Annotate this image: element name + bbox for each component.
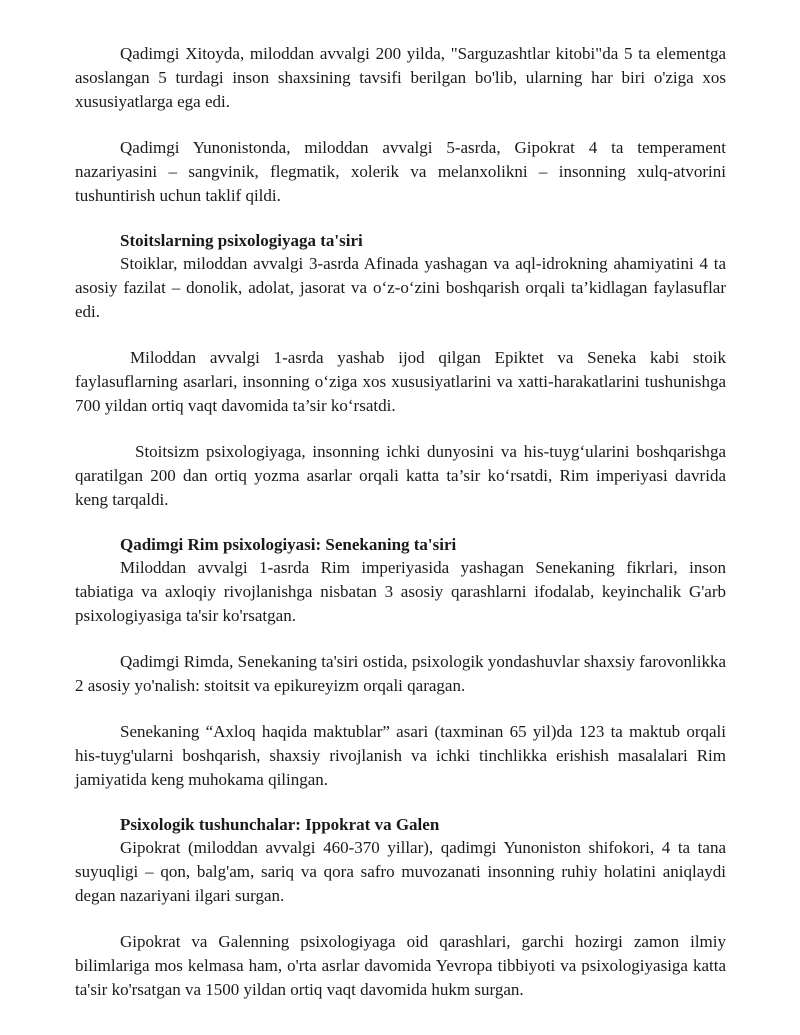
- paragraph-rome-2: Qadimgi Rimda, Senekaning ta'siri ostida, psixologik yondashuvlar shaxsiy farovonlikka 2 asosiy yo'nalish: stoitsit va epikureyizm orqali qaragan.: [75, 652, 726, 695]
- document-page: [75, 42, 726, 1002]
- paragraph-rome-1: Miloddan avvalgi 1-asrda Rim imperiyasida yashagan Senekaning fikrlari, inson tabiatiga va axloqiy rivojlanishga nisbatan 3 asosiy qarashlarni ifodalab, keyinchalik G'arb psixologiyasiga ta'sir ko'rsatgan.: [75, 558, 726, 625]
- paragraph-galen-2: Gipokrat va Galenning psixologiyaga oid qarashlari, garchi hozirgi zamon ilmiy bilimlariga mos kelmasa ham, o'rta asrlar davomida Yevropa tibbiyoti va psixologiyasiga katta ta'sir ko'rsatgan va 1500 yildan ortiq vaqt davomida hukm surgan.: [75, 932, 726, 999]
- heading-rome: Qadimgi Rim psixologiyasi: Senekaning ta'siri: [120, 535, 457, 554]
- paragraph-stoics-1: Stoiklar, miloddan avvalgi 3-asrda Afinada yashagan va aql-idrokning ahamiyatini 4 ta asosiy fazilat – donolik, adolat, jasorat va o‘z-o‘zini boshqarish orqali ta’kidlagan faylasuflar edi.: [75, 254, 726, 321]
- heading-stoics: Stoitslarning psixologiyaga ta'siri: [120, 231, 363, 250]
- paragraph-stoics-2: Miloddan avvalgi 1-asrda yashab ijod qilgan Epiktet va Seneka kabi stoik faylasuflarning asarlari, insonning o‘ziga xos xususiyatlarini va xatti-harakatlarini tushunishga 700 yildan ortiq vaqt davomida ta’sir ko‘rsatdi.: [75, 348, 726, 415]
- paragraph-china: Qadimgi Xitoyda, miloddan avvalgi 200 yilda, "Sarguzashtlar kitobi"da 5 ta elementga asoslangan 5 turdagi inson shaxsining tavsifi berilgan bo'lib, ularning har biri o'ziga xos xususiyatlarga ega edi.: [75, 44, 726, 111]
- paragraph-greece: Qadimgi Yunonistonda, miloddan avvalgi 5-asrda, Gipokrat 4 ta temperament nazariyasini – sangvinik, flegmatik, xolerik va melanxolikni – insonning xulq-atvorini tushuntirish uchun taklif qildi.: [75, 138, 726, 205]
- heading-galen: Psixologik tushunchalar: Ippokrat va Galen: [120, 815, 440, 834]
- paragraph-rome-3: Senekaning “Axloq haqida maktublar” asari (taxminan 65 yil)da 123 ta maktub orqali his-tuyg'ularni boshqarish, shaxsiy rivojlanish va ichki tinchlikka erishish masalalari Rim jamiyatida keng muhokama qilingan.: [75, 722, 726, 789]
- paragraph-stoics-3: Stoitsizm psixologiyaga, insonning ichki dunyosini va his-tuyg‘ularini boshqarishga qaratilgan 200 dan ortiq yozma asarlar orqali katta ta’sir ko‘rsatdi, Rim imperiyasi davrida keng tarqaldi.: [75, 442, 726, 509]
- paragraph-galen-1: Gipokrat (miloddan avvalgi 460-370 yillar), qadimgi Yunoniston shifokori, 4 ta tana suyuqligi – qon, balg'am, sariq va qora safro muvozanati insonning ruhiy holatini aniqlaydi degan nazariyani ilgari surgan.: [75, 838, 726, 905]
